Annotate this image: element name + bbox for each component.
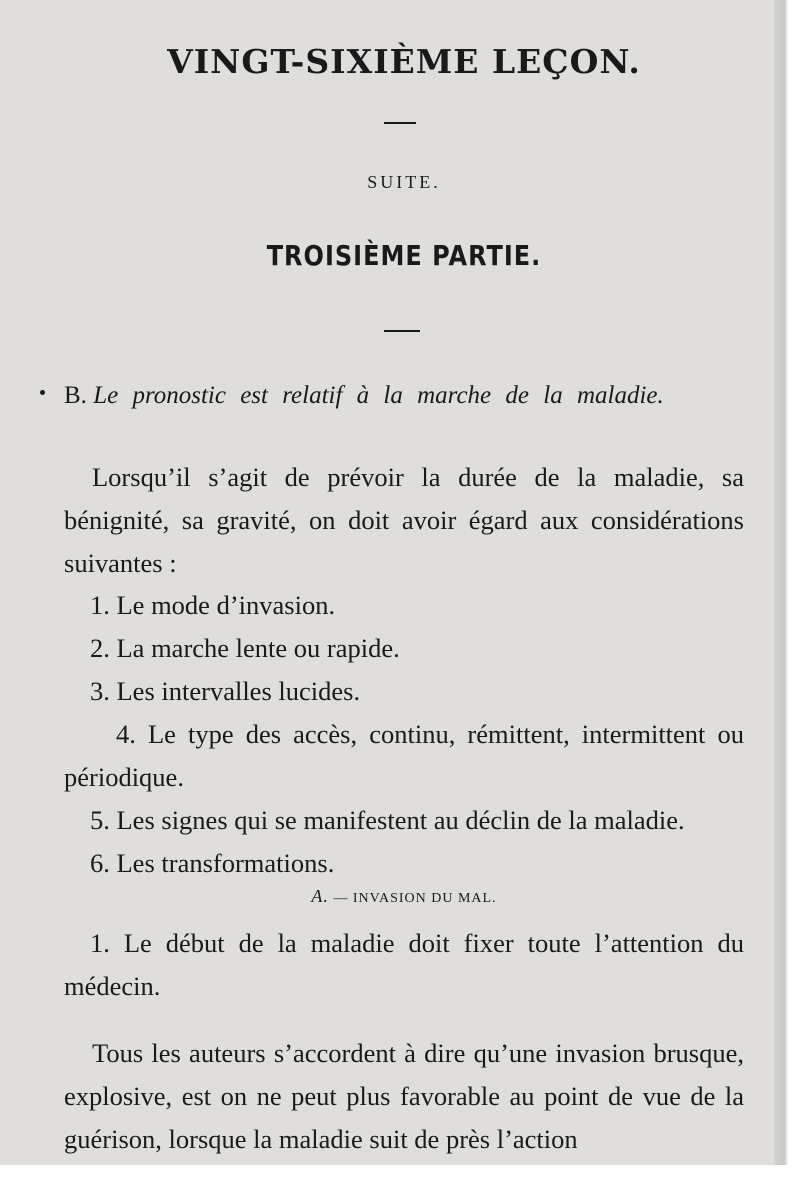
page-edge-right	[774, 0, 800, 1181]
section-b-heading	[64, 382, 744, 410]
paragraph-1: 1. Le début de la maladie doit fixer toute l’attention du médecin.	[64, 928, 744, 1001]
subsection-text: — INVASION DU MAL.	[333, 891, 497, 906]
section-b-text: Le pronostic est relatif à la marche de la maladie.	[93, 382, 664, 409]
list-item: 3. Les intervalles lucides.	[90, 676, 361, 706]
part-divider	[384, 330, 420, 332]
section-b-letter: B.	[64, 382, 87, 409]
lesson-title: VINGT-SIXIÈME LEÇON.	[167, 42, 641, 81]
subsection-heading	[64, 886, 744, 907]
paragraph-2: Tous les auteurs s’accordent à dire qu’une invasion brusque, explosive, est on ne peut plus favorable au point de vue de la guérison, lorsque la maladie suit de près l’action	[64, 1038, 744, 1154]
considerations-list	[64, 584, 744, 885]
list-item: 2. La marche lente ou rapide.	[90, 633, 400, 663]
subsection-letter: A.	[311, 886, 329, 906]
list-item: 6. Les transformations.	[90, 848, 335, 878]
page-edge-bottom	[0, 1165, 800, 1181]
list-item: 1. Le mode d’invasion.	[90, 590, 336, 620]
intro-paragraph: Lorsqu’il s’agit de prévoir la durée de la maladie, sa bénignité, sa gravité, on doit avoir égard aux considérations suivantes :	[64, 462, 744, 578]
part-title: TROISIÈME PARTIE.	[266, 239, 542, 273]
list-item: 4. Le type des accès, continu, rémittent, intermittent ou périodique.	[64, 719, 745, 792]
title-divider	[384, 122, 416, 124]
list-item: 5. Les signes qui se manifestent au déclin de la maladie.	[90, 805, 685, 835]
lesson-subtitle: SUITE.	[367, 172, 441, 192]
margin-dot	[40, 390, 45, 395]
